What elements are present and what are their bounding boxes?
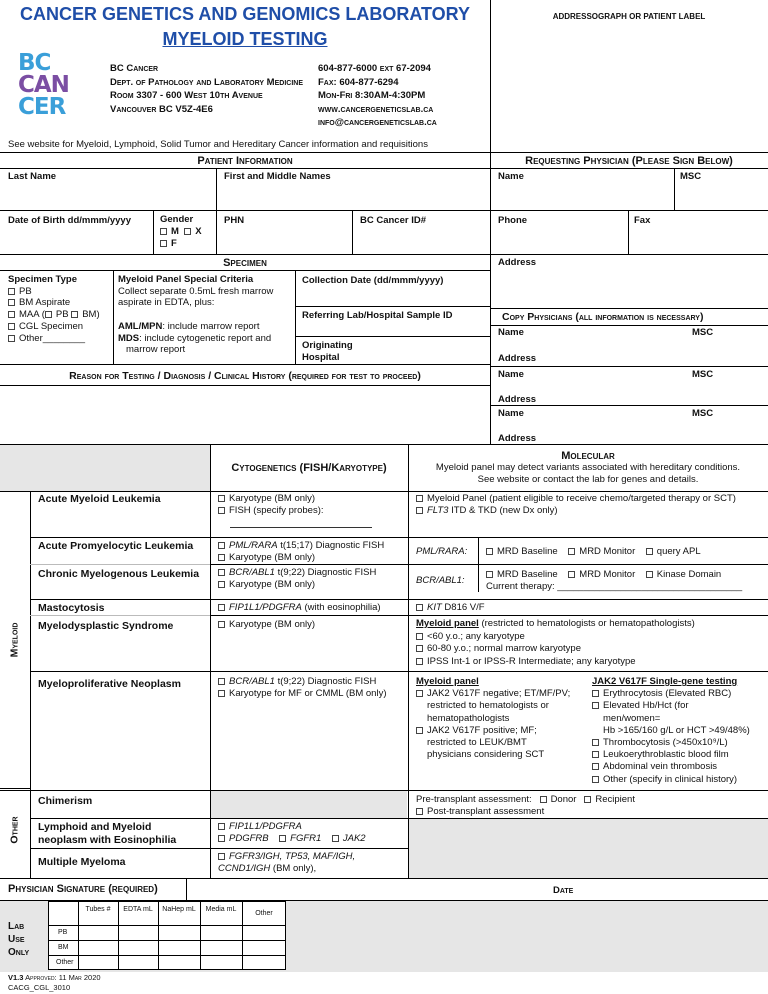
collection-date-label[interactable]: Collection Date (dd/mmm/yyyy) — [302, 275, 444, 286]
copy-physicians-header: Copy Physicians (all information is necessary) — [502, 311, 704, 323]
cytogenetics-header: Cytogenetics (FISH/Karyotype) — [231, 462, 387, 474]
multiple-myeloma-label: Multiple Myeloma — [38, 856, 126, 868]
date-label[interactable]: Date — [553, 885, 574, 896]
aml-myeloid-panel-checkbox[interactable] — [416, 495, 423, 502]
reason-text-area[interactable] — [0, 386, 490, 444]
mpn-karyotype-checkbox[interactable] — [218, 690, 225, 697]
lab-col-nahep: NaHep mL — [162, 906, 196, 913]
physician-signature-label: Physician Signature (required) — [8, 883, 158, 895]
aml-fish-checkbox[interactable] — [218, 507, 225, 514]
physician-name-label[interactable]: Name — [498, 171, 524, 182]
specimen-pb-checkbox[interactable] — [8, 288, 15, 295]
mpn-jak2-neg-checkbox[interactable] — [416, 690, 423, 697]
last-name-label[interactable]: Last Name — [8, 171, 57, 182]
mds-cyto-option: Karyotype (BM only) — [218, 619, 315, 630]
copy2-address-label[interactable]: Address — [498, 394, 537, 405]
lab-contact: 604-877-6000 ext 67-2094 Fax: 604-877-6294 Mon-Fri 8:30AM-4:30PM www.cancergeneticslab.ca info@cancergeneticslab.ca — [318, 63, 437, 128]
reason-for-testing-header: Reason for Testing / Diagnosis / Clinical History (required for test to proceed) — [69, 370, 421, 382]
aml-cyto-options: Karyotype (BM only) FISH (specify probes): — [218, 493, 324, 517]
erythrocytosis-checkbox[interactable] — [592, 690, 599, 697]
apl-label: Acute Promyelocytic Leukemia — [38, 540, 194, 552]
chimerism-recipient-checkbox[interactable] — [584, 796, 591, 803]
copy3-address-label[interactable]: Address — [498, 433, 537, 444]
mastocytosis-label: Mastocytosis — [38, 602, 105, 614]
eos-cyto-options: FIP1L1/PDGFRA PDGFRB FGFR1 JAK2 — [218, 821, 366, 845]
cml-cyto-options: BCR/ABL1 t(9;22) Diagnostic FISH Karyotype (BM only) — [218, 567, 376, 591]
chimerism-post-checkbox[interactable] — [416, 808, 423, 815]
masto-fish-checkbox[interactable] — [218, 604, 225, 611]
first-names-label[interactable]: First and Middle Names — [224, 171, 331, 182]
lab-col-other: Other — [255, 910, 273, 917]
signature-field[interactable] — [187, 879, 547, 899]
physician-fax-label[interactable]: Fax — [634, 215, 651, 226]
chimerism-label: Chimerism — [38, 795, 93, 807]
eos-pdgfrb-checkbox[interactable] — [218, 835, 225, 842]
cml-karyotype-checkbox[interactable] — [218, 581, 225, 588]
copy3-msc-label[interactable]: MSC — [692, 408, 714, 419]
specimen-type-field: Specimen Type PB BM Aspirate MAA ( PB BM) CGL Specimen Other________ — [8, 274, 100, 344]
gender-field: Gender M X F — [160, 214, 202, 249]
maa-pb-checkbox[interactable] — [45, 311, 52, 318]
group-myeloid-label: Myeloid — [8, 622, 21, 658]
mpn-cyto-options: BCR/ABL1 t(9;22) Diagnostic FISH Karyotype for MF or CMML (BM only) — [218, 676, 386, 700]
lab-col-edta: EDTA mL — [123, 906, 153, 913]
copy2-name-label[interactable]: Name — [498, 369, 524, 380]
copy1-address-label[interactable]: Address — [498, 353, 537, 364]
physician-header: Requesting Physician (Please Sign Below) — [525, 155, 733, 167]
mds-60-80-checkbox[interactable] — [416, 645, 423, 652]
mm-cyto-options: FGFR3/IGH, TP53, MAF/IGH, CCND1/IGH (BM only), — [218, 851, 356, 874]
eosinophilia-label: Lymphoid and Myeloid neoplasm with Eosinophilia — [38, 821, 177, 846]
lab-row-other: Other — [56, 959, 74, 966]
copy3-name-label[interactable]: Name — [498, 408, 524, 419]
aml-karyotype-checkbox[interactable] — [218, 495, 225, 502]
patient-info-header: Patient Information — [197, 155, 293, 167]
cml-mrd-monitor-checkbox[interactable] — [568, 571, 575, 578]
copy2-msc-label[interactable]: MSC — [692, 369, 714, 380]
bc-cancer-id-label[interactable]: BC Cancer ID# — [360, 215, 426, 226]
mpn-fish-checkbox[interactable] — [218, 678, 225, 685]
referring-lab-label[interactable]: Referring Lab/Hospital Sample ID — [302, 310, 453, 321]
masto-mol-option: KIT D816 V/F — [416, 602, 485, 613]
special-criteria: Myeloid Panel Special Criteria Collect separate 0.5mL fresh marrow aspirate in EDTA, plus: AML/MPN: include marrow report MDS: include cytogenetic report and marrow report — [118, 274, 274, 356]
physician-address-label[interactable]: Address — [498, 257, 537, 268]
group-other-label: Other — [8, 816, 21, 844]
specimen-cgl-checkbox[interactable] — [8, 323, 15, 330]
thrombocytosis-checkbox[interactable] — [592, 739, 599, 746]
copy1-msc-label[interactable]: MSC — [692, 327, 714, 338]
elevated-hb-checkbox[interactable] — [592, 702, 599, 709]
gender-f-checkbox[interactable] — [160, 240, 167, 247]
addressograph-label: ADDRESSOGRAPH OR PATIENT LABEL — [552, 12, 706, 21]
specimen-other-checkbox[interactable] — [8, 335, 15, 342]
apl-mol-options: MRD Baseline MRD Monitor query APL — [486, 546, 701, 557]
mds-label: Myelodysplastic Syndrome — [38, 620, 174, 632]
cml-kinase-checkbox[interactable] — [646, 571, 653, 578]
leukoerythroblastic-checkbox[interactable] — [592, 751, 599, 758]
cml-fish-checkbox[interactable] — [218, 569, 225, 576]
bc-cancer-logo: BC CAN CER — [18, 50, 69, 120]
lab-col-tubes: Tubes # — [85, 906, 111, 913]
cml-current-therapy-field[interactable]: Current therapy: ___________________________________ — [486, 581, 743, 592]
phn-label[interactable]: PHN — [224, 215, 245, 226]
mpn-jak2-single-gene: JAK2 V617F Single-gene testing Erythrocytosis (Elevated RBC) Elevated Hb/Hct (for men/women= Hb >165/160 g/L or HCT >49/48%) Thrombocytosis (>450x10⁹/L) Leukoerythroblastic blood film Abdominal vein thrombosis Other (specify in clinical history) — [592, 676, 750, 785]
cml-mol-label: BCR/ABL1: — [416, 575, 465, 586]
aml-mol-options: Myeloid Panel (patient eligible to receive chemo/targeted therapy or SCT) FLT3 ITD & TKD (new Dx only) — [416, 493, 736, 517]
aml-label: Acute Myeloid Leukemia — [38, 493, 161, 505]
eos-fip1l1-checkbox[interactable] — [218, 823, 225, 830]
chimerism-options: Pre-transplant assessment: Donor Recipient Post-transplant assessment — [416, 794, 635, 817]
apl-mrd-monitor-checkbox[interactable] — [568, 548, 575, 555]
form-title: CANCER GENETICS AND GENOMICS LABORATORY — [19, 4, 471, 24]
abdominal-vein-checkbox[interactable] — [592, 763, 599, 770]
jak2-other-checkbox[interactable] — [592, 776, 599, 783]
apl-cyto-options: PML/RARA t(15;17) Diagnostic FISH Karyotype (BM only) — [218, 540, 384, 564]
lab-row-bm: BM — [58, 944, 69, 951]
physician-msc-label[interactable]: MSC — [680, 171, 702, 182]
masto-kit-checkbox[interactable] — [416, 604, 423, 611]
lab-col-media: Media mL — [205, 906, 237, 913]
cml-label: Chronic Myelogenous Leukemia — [38, 568, 200, 580]
apl-query-checkbox[interactable] — [646, 548, 653, 555]
mpn-jak2-pos-checkbox[interactable] — [416, 727, 423, 734]
gender-x-checkbox[interactable] — [184, 228, 191, 235]
maa-bm-checkbox[interactable] — [71, 311, 78, 318]
mm-fish-checkbox[interactable] — [218, 853, 225, 860]
apl-fish-checkbox[interactable] — [218, 542, 225, 549]
form-subtitle: MYELOID TESTING — [162, 29, 328, 49]
website-note: See website for Myeloid, Lymphoid, Solid Tumor and Hereditary Cancer information and requisitions — [8, 139, 428, 150]
mds-mol-options: Myeloid panel (restricted to hematologists or hematopathologists) <60 y.o.; any karyotype 60-80 y.o.; normal marrow karyotype IPSS Int-1 or IPSS-R Intermediate; any karyotype — [416, 618, 695, 667]
cml-mrd-baseline-checkbox[interactable] — [486, 571, 493, 578]
lab-address: BC Cancer Dept. of Pathology and Laboratory Medicine Room 3307 - 600 West 10th Avenue Vancouver BC V5Z-4E6 — [110, 63, 303, 115]
chimerism-donor-checkbox[interactable] — [540, 796, 547, 803]
apl-mrd-baseline-checkbox[interactable] — [486, 548, 493, 555]
physician-phone-label[interactable]: Phone — [498, 215, 528, 226]
mpn-label: Myeloproliferative Neoplasm — [38, 678, 181, 690]
molecular-header: Molecular Myeloid panel may detect variants associated with hereditary conditions. See website or contact the lab for genes and details. — [435, 450, 741, 485]
lab-use-only-label: Lab Use Only — [8, 921, 30, 958]
apl-mol-label: PML/RARA: — [416, 546, 468, 557]
specimen-header: Specimen — [223, 257, 267, 269]
specimen-maa-checkbox[interactable] — [8, 311, 15, 318]
eos-fgfr1-checkbox[interactable] — [279, 835, 286, 842]
dob-label[interactable]: Date of Birth dd/mmm/yyyy — [8, 215, 131, 226]
version-label: V1.3 Approved: 11 Mar 2020 — [8, 973, 101, 982]
gender-m-checkbox[interactable] — [160, 228, 167, 235]
originating-hospital-label[interactable]: Originating Hospital — [302, 340, 353, 363]
mds-ipss-checkbox[interactable] — [416, 658, 423, 665]
eos-jak2-checkbox[interactable] — [332, 835, 339, 842]
mpn-myeloid-panel: Myeloid panel JAK2 V617F negative; ET/MF/PV; restricted to hematologists or hematopathologists JAK2 V617F positive; MF; restricted to LEUK/BMT physicians considering SCT — [416, 676, 571, 761]
masto-cyto-option: FIP1L1/PDGFRA (with eosinophilia) — [218, 602, 381, 613]
cml-mol-options: MRD Baseline MRD Monitor Kinase Domain Current therapy: ___________________________________ — [486, 569, 743, 592]
specimen-bm-checkbox[interactable] — [8, 299, 15, 306]
mds-lt60-checkbox[interactable] — [416, 633, 423, 640]
copy1-name-label[interactable]: Name — [498, 327, 524, 338]
apl-karyotype-checkbox[interactable] — [218, 554, 225, 561]
lab-row-pb: PB — [58, 929, 68, 936]
mds-karyotype-checkbox[interactable] — [218, 621, 225, 628]
aml-flt3-checkbox[interactable] — [416, 507, 423, 514]
form-code: CACG_CGL_3010 — [8, 983, 71, 992]
